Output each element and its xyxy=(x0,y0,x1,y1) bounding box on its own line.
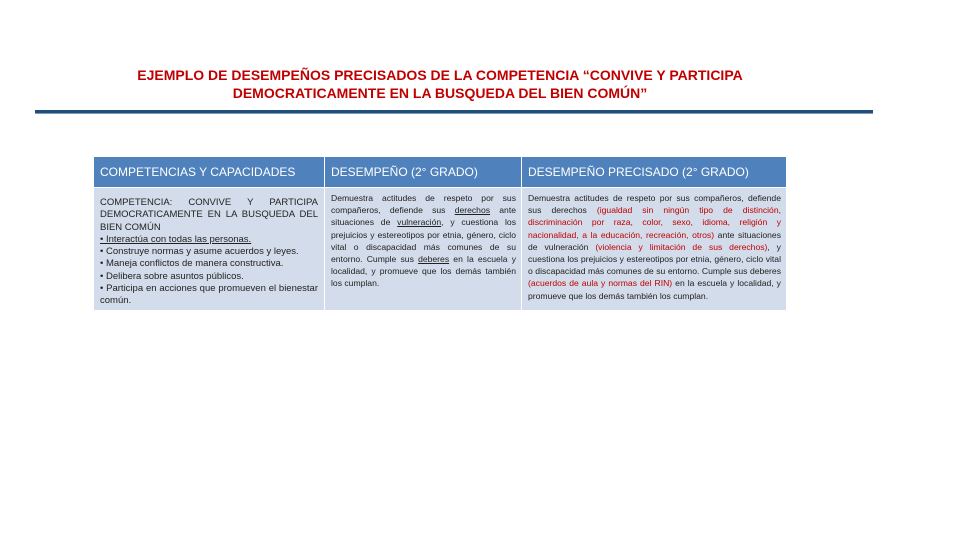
desempeno-underlined: derechos xyxy=(454,205,491,216)
precisado-highlight: (acuerdos de aula y normas del RIN) xyxy=(528,278,673,289)
capacidad-item: • Participa en acciones que promueven el bienestar común. xyxy=(100,283,318,307)
desempeno-text: Demuestra actitudes de respeto por sus compañeros, defiende sus xyxy=(331,193,516,216)
desempeno-text: , y cuestiona los prejuicios y estereotipos por etnia, género, ciclo vital o discapacidad más comunes de su entorno. Cumple sus xyxy=(331,217,517,265)
header-desempeno: DESEMPEÑO (2° GRADO) xyxy=(325,157,522,188)
title-line-1: EJEMPLO DE DESEMPEÑOS PRECISADOS DE LA COMPETENCIA “CONVIVE Y PARTICIPA xyxy=(137,67,743,83)
table-header-row xyxy=(94,157,787,188)
title-divider xyxy=(35,109,873,114)
title-line-2: DEMOCRATICAMENTE EN LA BUSQUEDA DEL BIEN COMÚN” xyxy=(232,85,648,101)
desempeno-underlined: deberes xyxy=(418,254,450,265)
capacidad-item: • Interactúa con todas las personas. xyxy=(100,233,252,245)
header-desempeno-precisado: DESEMPEÑO PRECISADO (2° GRADO) xyxy=(522,157,787,188)
desempeno-underlined: vulneración xyxy=(397,217,442,228)
precisado-highlight: (violencia y limitación de sus derechos) xyxy=(595,241,768,252)
precisado-text: , y cuestiona los prejuicios y estereotipos por etnia, género, ciclo vital o discapacidad más comunes de su entorno. Cumple sus deberes xyxy=(528,241,781,277)
precisado-highlight: (igualdad sin ningún tipo de distinción, discriminación por raza, color, sexo, idioma, religión y nacionalidad, a la educación, recreación, otros) xyxy=(528,205,781,240)
competencias-table xyxy=(93,156,787,311)
desempeno-text: en la escuela y localidad, y promueve que los demás también los cumplan. xyxy=(331,254,517,289)
capacidad-item: • Maneja conflictos de manera constructiva. xyxy=(100,258,284,270)
desempeno-text: ante situaciones de xyxy=(331,205,516,228)
competencia-title: COMPETENCIA: CONVIVE Y PARTICIPA DEMOCRATICAMENTE EN LA BUSQUEDA DEL BIEN COMÚN xyxy=(100,197,318,233)
precisado-text: en la escuela y localidad, y promueve que los demás también los cumplan. xyxy=(528,278,781,301)
cell-desempeno-precisado xyxy=(522,188,787,311)
cell-competencias xyxy=(94,188,325,311)
precisado-text: Demuestra actitudes de respeto por sus compañeros, defiende sus derechos xyxy=(528,193,781,216)
capacidad-item: • Construye normas y asume acuerdos y leyes. xyxy=(100,246,299,258)
table-row xyxy=(94,188,787,311)
cell-desempeno xyxy=(325,188,522,311)
precisado-text: ante situaciones de vulneración xyxy=(528,229,781,252)
header-competencias: COMPETENCIAS Y CAPACIDADES xyxy=(94,157,325,188)
page-title xyxy=(60,66,820,102)
capacidad-item: • Delibera sobre asuntos públicos. xyxy=(100,270,244,282)
